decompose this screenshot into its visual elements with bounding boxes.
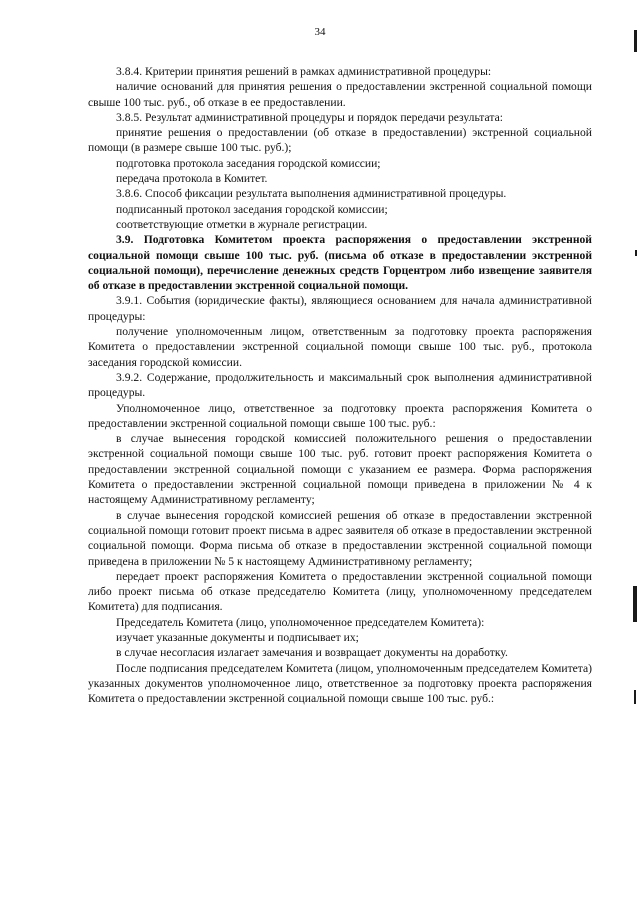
paragraph: Уполномоченное лицо, ответственное за подготовку проекта распоряжения Комитета о предоставлении экстренной социальной помощи свыше 100 тыс. руб.: (88, 401, 592, 430)
scan-edge-mark (633, 586, 637, 622)
paragraph: передает проект распоряжения Комитета о предоставлении экстренной социальной помощи либо проект письма об отказе председателю Комитета (лицу, уполномоченному председателем Комитета) для подписания. (88, 569, 592, 614)
section-heading: 3.9. Подготовка Комитетом проекта распоряжения о предоставлении экстренной социальной помощи свыше 100 тыс. руб. (письма об отказе в предоставлении экстренной социальной помощи), перечисление денежных средств Горцентром либо извещение заявителя об отказе в предоставлении экстренной социальной помощи. (88, 233, 592, 293)
paragraph: подготовка протокола заседания городской комиссии; (116, 156, 381, 170)
paragraph: изучает указанные документы и подписывает их; (116, 630, 359, 644)
scan-edge-mark (634, 30, 637, 52)
paragraph: наличие оснований для принятия решения о предоставлении экстренной социальной помощи свыше 100 тыс. руб., об отказе в ее предоставлении. (88, 80, 592, 109)
paragraph: передача протокола в Комитет. (116, 172, 268, 186)
paragraph: в случае вынесения городской комиссией решения об отказе в предоставлении экстренной социальной помощи готовит проект письма в адрес заявителя об отказе в предоставлении экстренной социальной помощи. Форма письма об отказе в предоставлении экстренной социальной помощи приведена в приложении № 5 к настоящему Административному регламенту; (88, 508, 592, 568)
paragraph: соответствующие отметки в журнале регистрации. (116, 217, 368, 231)
paragraph: в случае несогласия излагает замечания и возвращает документы на доработку. (116, 646, 508, 660)
scan-edge-mark (635, 250, 637, 256)
paragraph: принятие решения о предоставлении (об отказе в предоставлении) экстренной социальной помощи (в размере свыше 100 тыс. руб.); (88, 126, 592, 155)
paragraph: 3.9.1. События (юридические факты), являющиеся основанием для начала административной процедуры: (88, 294, 592, 323)
paragraph: получение уполномоченным лицом, ответственным за подготовку проекта распоряжения Комитета о предоставлении экстренной социальной помощи свыше 100 тыс. руб., протокола заседания городской комиссии. (88, 325, 592, 369)
document-body (88, 64, 592, 706)
paragraph: 3.8.4. Критерии принятия решений в рамках административной процедуры: (116, 65, 492, 78)
paragraph: 3.9.2. Содержание, продолжительность и максимальный срок выполнения административной процедуры. (88, 370, 592, 400)
paragraph: 3.8.6. Способ фиксации результата выполнения административной процедуры. (116, 187, 507, 201)
paragraph: в случае вынесения городской комиссией положительного решения о предоставлении экстренной социальной помощи свыше 100 тыс. руб. готовит проект распоряжения Комитета о предоставлении экстренной социальной помощи с указанием ее размера. Форма распоряжения Комитета о предоставлении экстренной социальной помощи приведена в приложении № 4 к настоящему Административному регламенту; (88, 432, 592, 507)
scan-edge-mark (634, 690, 636, 704)
paragraph: подписанный протокол заседания городской комиссии; (116, 202, 388, 216)
page-number: 34 (314, 26, 326, 38)
paragraph: Председатель Комитета (лицо, уполномоченное председателем Комитета): (116, 615, 485, 629)
paragraph: После подписания председателем Комитета (лицом, уполномоченным председателем Комитета) указанных документов уполномоченное лицо, ответственное за подготовку проекта распоряжения Комитета о предоставлении экстренной социальной помощи свыше 100 тыс. руб.: (88, 661, 592, 706)
paragraph: 3.8.5. Результат административной процедуры и порядок передачи результата: (116, 110, 503, 124)
